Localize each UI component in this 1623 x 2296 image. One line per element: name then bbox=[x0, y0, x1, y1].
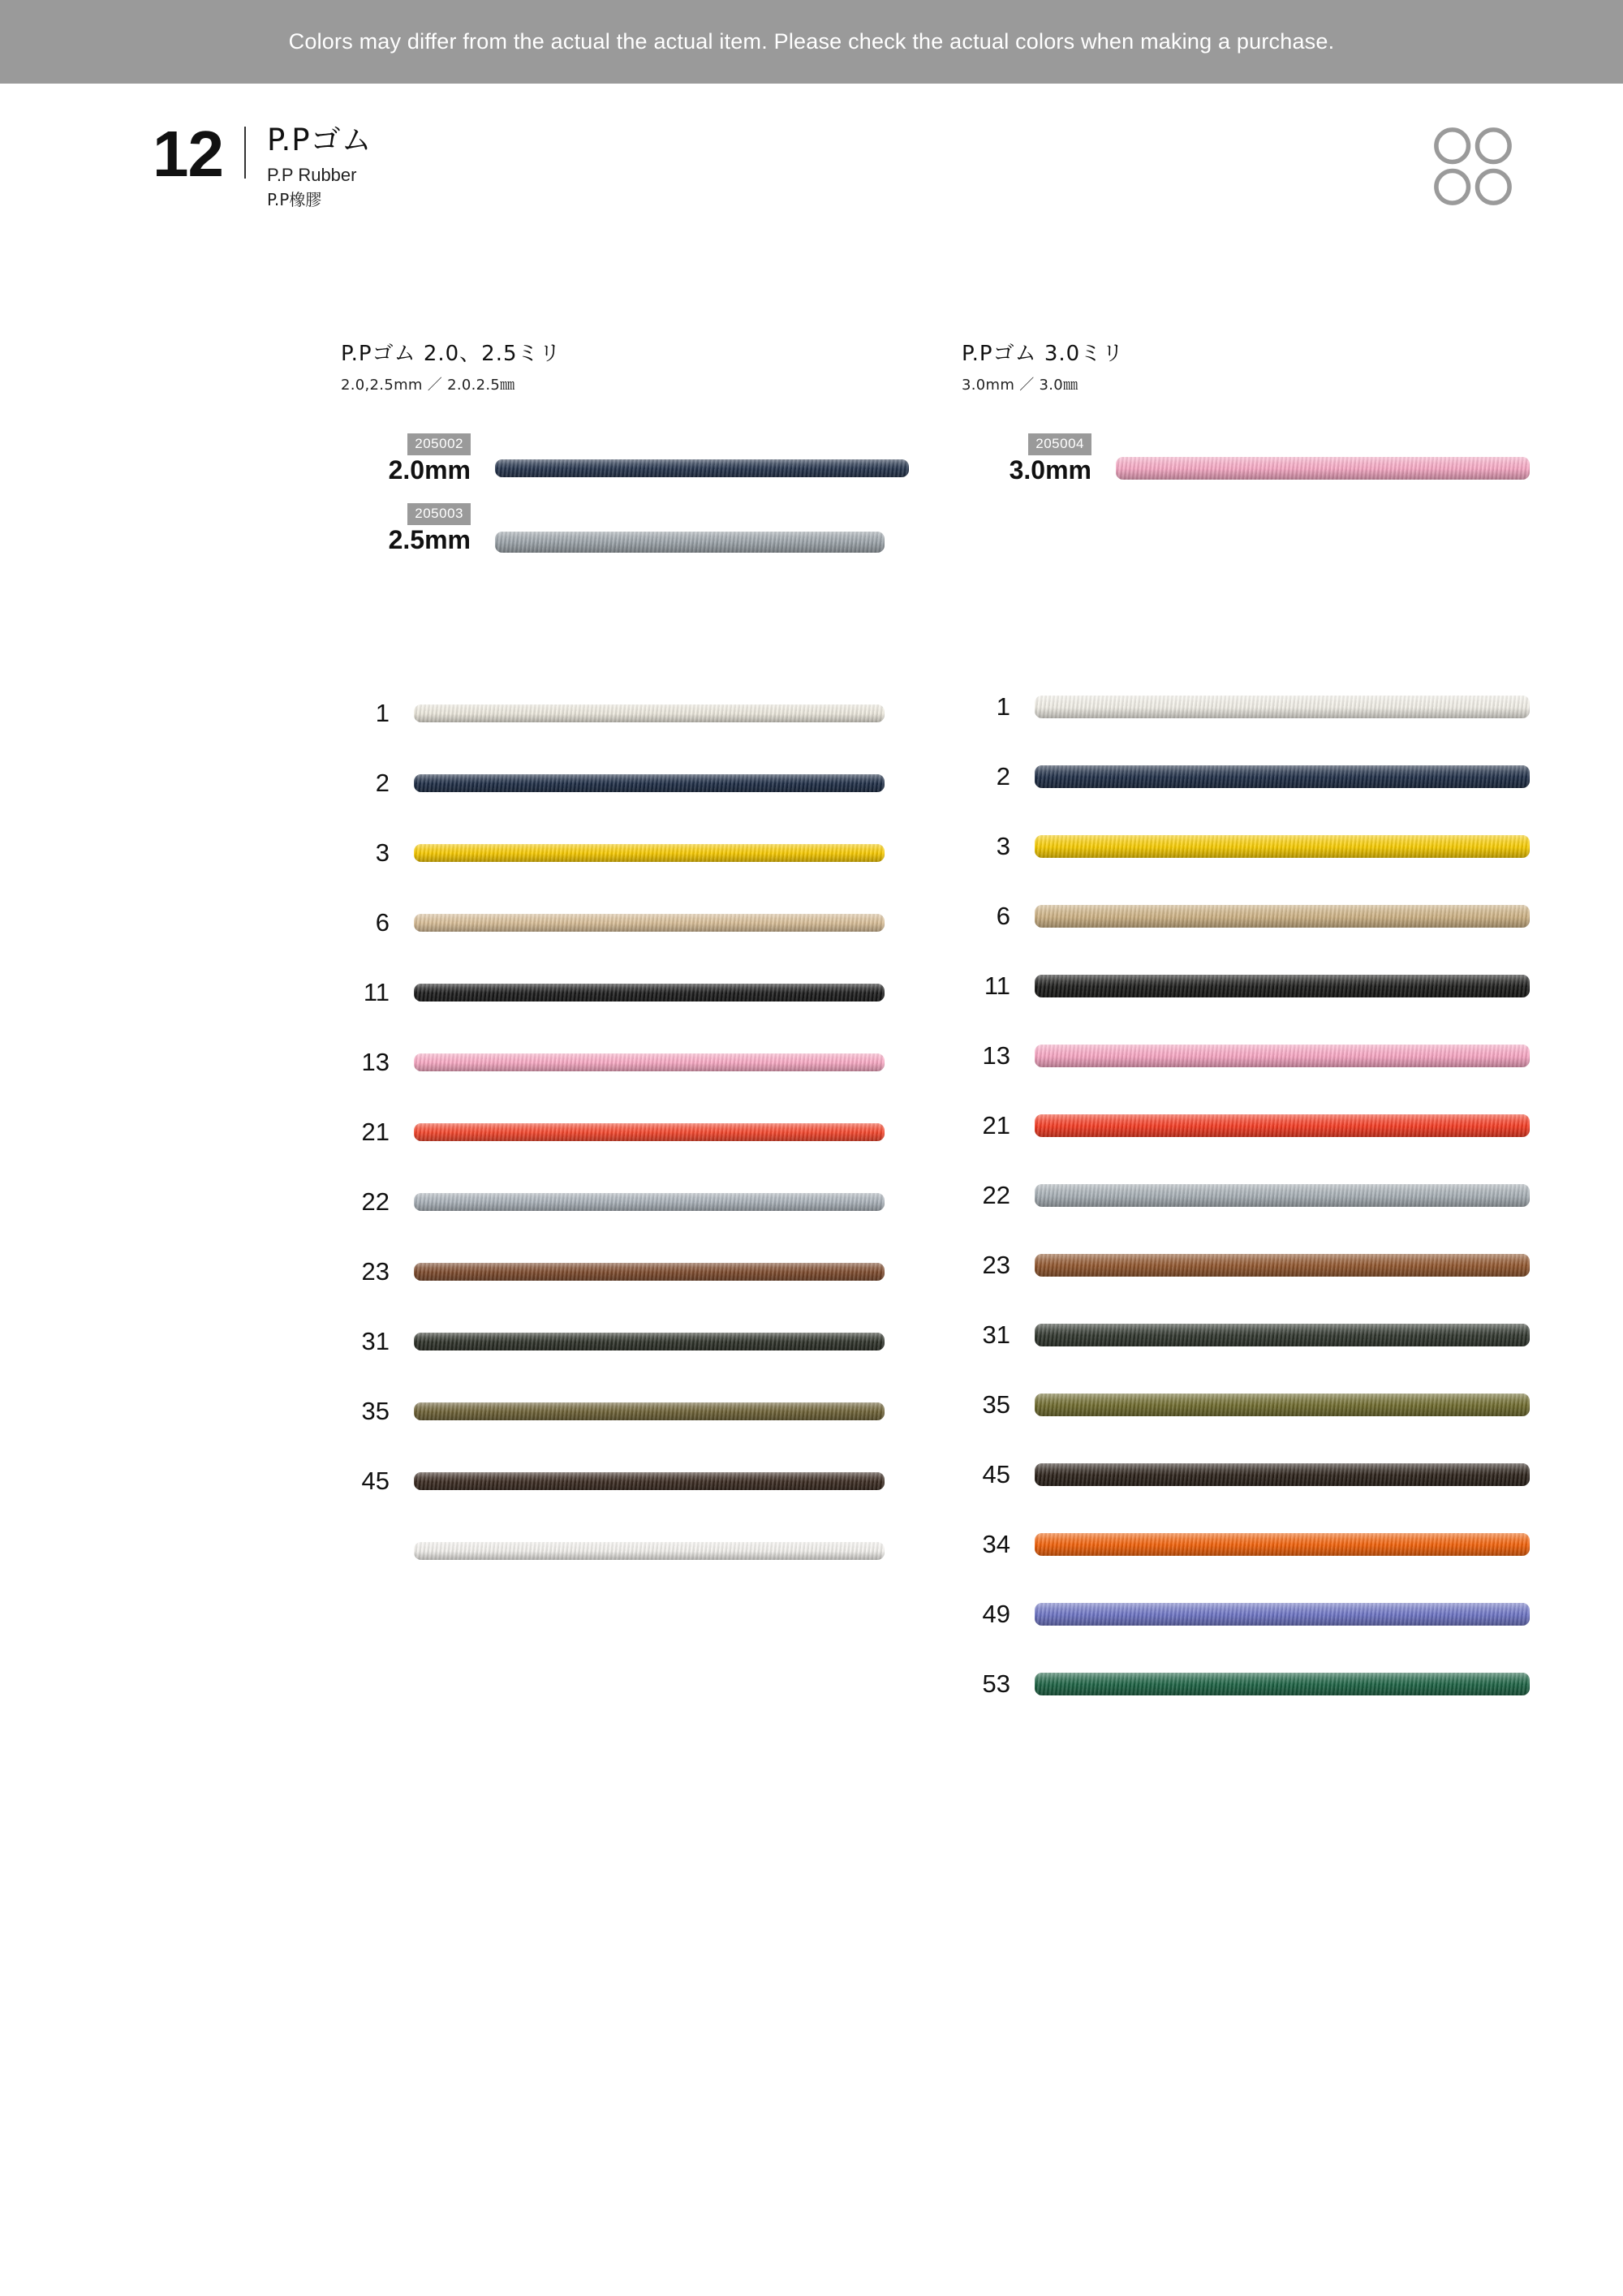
cord-strip bbox=[1035, 1394, 1530, 1416]
cord-strip bbox=[1035, 975, 1530, 997]
cord-swatch bbox=[1035, 1514, 1530, 1574]
cord-swatch bbox=[414, 1312, 885, 1372]
color-row bbox=[341, 1446, 909, 1516]
cord-strip bbox=[1035, 1324, 1530, 1346]
cord-strip bbox=[414, 984, 885, 1002]
cord-swatch bbox=[495, 438, 909, 498]
column-right bbox=[962, 337, 1530, 1719]
article-size-label: 2.5mm bbox=[388, 525, 471, 554]
color-row bbox=[962, 1440, 1530, 1510]
color-number: 6 bbox=[375, 908, 390, 937]
color-number: 22 bbox=[361, 1187, 390, 1216]
cord-swatch bbox=[414, 753, 885, 813]
cord-strip bbox=[1035, 1533, 1530, 1556]
cord-strip bbox=[414, 704, 885, 722]
color-number: 6 bbox=[996, 902, 1010, 930]
article-row bbox=[962, 433, 1530, 503]
notice-text: Colors may differ from the actual the actual item. Please check the actual colors when making a purchase. bbox=[288, 29, 1335, 54]
color-row bbox=[962, 1021, 1530, 1091]
article-code-badge: 205002 bbox=[407, 433, 471, 455]
cord-swatch bbox=[414, 1521, 885, 1581]
column-left bbox=[341, 337, 909, 1586]
cord-swatch bbox=[495, 512, 885, 572]
color-row bbox=[341, 888, 909, 958]
color-number: 3 bbox=[375, 838, 390, 867]
page-title-en: P.P Rubber bbox=[266, 164, 357, 185]
cord-swatch bbox=[1035, 1165, 1530, 1226]
color-number: 53 bbox=[982, 1669, 1010, 1698]
color-number: 49 bbox=[982, 1600, 1010, 1628]
cord-swatch bbox=[1035, 1235, 1530, 1295]
color-number: 2 bbox=[375, 769, 390, 797]
color-number: 13 bbox=[982, 1041, 1010, 1070]
cord-swatch bbox=[414, 963, 885, 1023]
color-number: 1 bbox=[996, 692, 1010, 721]
color-number: 13 bbox=[361, 1048, 390, 1076]
page-header bbox=[153, 118, 372, 209]
header-divider bbox=[244, 127, 246, 179]
cord-strip bbox=[1035, 696, 1530, 718]
color-number: 45 bbox=[982, 1460, 1010, 1488]
color-row bbox=[962, 742, 1530, 812]
color-number: 31 bbox=[982, 1320, 1010, 1349]
cord-swatch bbox=[1035, 747, 1530, 807]
article-code-badge: 205004 bbox=[1028, 433, 1091, 455]
article-code-badge: 205003 bbox=[407, 503, 471, 525]
cord-swatch bbox=[1035, 1375, 1530, 1435]
color-row bbox=[341, 1307, 909, 1376]
color-row bbox=[341, 1516, 909, 1586]
cord-swatch bbox=[414, 1102, 885, 1162]
cord-swatch bbox=[1035, 816, 1530, 877]
color-row bbox=[962, 1510, 1530, 1579]
color-number: 3 bbox=[996, 832, 1010, 860]
color-number: 35 bbox=[982, 1390, 1010, 1419]
notice-bar bbox=[0, 0, 1623, 84]
cord-strip bbox=[414, 1402, 885, 1420]
scissors-icon bbox=[1428, 122, 1518, 211]
color-row bbox=[341, 678, 909, 748]
cord-strip bbox=[414, 914, 885, 932]
cord-strip bbox=[414, 844, 885, 862]
group-title-sub-right: 3.0mm ／ 3.0㎜ bbox=[962, 377, 1078, 394]
cord-swatch bbox=[414, 1242, 885, 1302]
color-row bbox=[962, 1370, 1530, 1440]
color-number: 45 bbox=[361, 1467, 390, 1495]
cord-strip bbox=[414, 1333, 885, 1350]
cord-swatch bbox=[414, 1381, 885, 1441]
color-row bbox=[962, 951, 1530, 1021]
color-row bbox=[341, 1027, 909, 1097]
cord-swatch bbox=[414, 1172, 885, 1232]
cord-strip bbox=[1035, 1045, 1530, 1067]
color-number: 21 bbox=[982, 1111, 1010, 1139]
page-number: 12 bbox=[153, 118, 223, 190]
color-row bbox=[341, 1097, 909, 1167]
cord-strip bbox=[1035, 1463, 1530, 1486]
color-row bbox=[341, 818, 909, 888]
cord-swatch bbox=[1035, 677, 1530, 737]
cord-strip bbox=[1035, 1184, 1530, 1207]
cord-strip bbox=[1035, 1603, 1530, 1626]
color-number: 35 bbox=[361, 1397, 390, 1425]
color-row bbox=[962, 1579, 1530, 1649]
cord-strip bbox=[414, 1263, 885, 1281]
cord-strip bbox=[1035, 1673, 1530, 1695]
cord-swatch bbox=[1035, 886, 1530, 946]
color-row bbox=[962, 812, 1530, 881]
color-number: 11 bbox=[363, 978, 390, 1006]
cord-swatch bbox=[1035, 1305, 1530, 1365]
color-row bbox=[341, 748, 909, 818]
color-number: 2 bbox=[996, 762, 1010, 790]
group-title-jp-right: P.Pゴム 3.0ミリ bbox=[962, 342, 1125, 366]
page-title-jp: P.Pゴム bbox=[266, 123, 372, 157]
cord-strip bbox=[1035, 1254, 1530, 1277]
cord-swatch bbox=[1035, 1026, 1530, 1086]
color-row bbox=[962, 1230, 1530, 1300]
cord-strip bbox=[414, 774, 885, 792]
color-row bbox=[962, 672, 1530, 742]
color-number: 11 bbox=[984, 971, 1010, 1000]
color-row bbox=[962, 881, 1530, 951]
color-list-left bbox=[341, 678, 909, 1586]
color-row bbox=[962, 1161, 1530, 1230]
page-title-cn: P.P橡膠 bbox=[266, 189, 322, 209]
color-row bbox=[341, 1167, 909, 1237]
color-number: 22 bbox=[982, 1181, 1010, 1209]
color-row bbox=[962, 1091, 1530, 1161]
page-title bbox=[267, 122, 372, 209]
color-row bbox=[341, 1376, 909, 1446]
cord-swatch bbox=[414, 683, 885, 743]
article-row bbox=[341, 503, 909, 581]
cord-strip bbox=[1035, 765, 1530, 788]
cord-swatch bbox=[1035, 1584, 1530, 1644]
color-number: 31 bbox=[361, 1327, 390, 1355]
cord-strip bbox=[414, 1472, 885, 1490]
color-number: 21 bbox=[361, 1118, 390, 1146]
color-row bbox=[962, 1649, 1530, 1719]
cord-swatch bbox=[1035, 1445, 1530, 1505]
article-size-label: 2.0mm bbox=[388, 455, 471, 485]
cord-strip bbox=[1035, 905, 1530, 928]
color-number: 23 bbox=[982, 1251, 1010, 1279]
cord-strip bbox=[414, 1123, 885, 1141]
cord-swatch bbox=[1035, 1654, 1530, 1714]
cord-strip bbox=[1035, 1114, 1530, 1137]
cord-strip bbox=[1035, 835, 1530, 858]
cord-swatch bbox=[414, 1032, 885, 1092]
color-list-right bbox=[962, 672, 1530, 1719]
cord-swatch bbox=[1035, 1096, 1530, 1156]
cord-swatch bbox=[1116, 438, 1530, 498]
cord-swatch bbox=[1035, 956, 1530, 1016]
color-number: 23 bbox=[361, 1257, 390, 1286]
cord-strip bbox=[414, 1193, 885, 1211]
color-row bbox=[341, 1237, 909, 1307]
group-title-sub-left: 2.0,2.5mm ／ 2.0.2.5㎜ bbox=[341, 377, 515, 394]
color-row bbox=[341, 958, 909, 1027]
article-size-label: 3.0mm bbox=[1009, 455, 1091, 485]
color-row bbox=[962, 1300, 1530, 1370]
color-number: 34 bbox=[982, 1530, 1010, 1558]
cord-swatch bbox=[414, 1451, 885, 1511]
article-row bbox=[341, 433, 909, 503]
cord-swatch bbox=[414, 893, 885, 953]
cord-strip bbox=[414, 1053, 885, 1071]
color-number: 1 bbox=[375, 699, 390, 727]
cord-swatch bbox=[414, 823, 885, 883]
group-title-jp-left: P.Pゴム 2.0、2.5ミリ bbox=[341, 342, 562, 366]
cord-strip bbox=[414, 1542, 885, 1560]
